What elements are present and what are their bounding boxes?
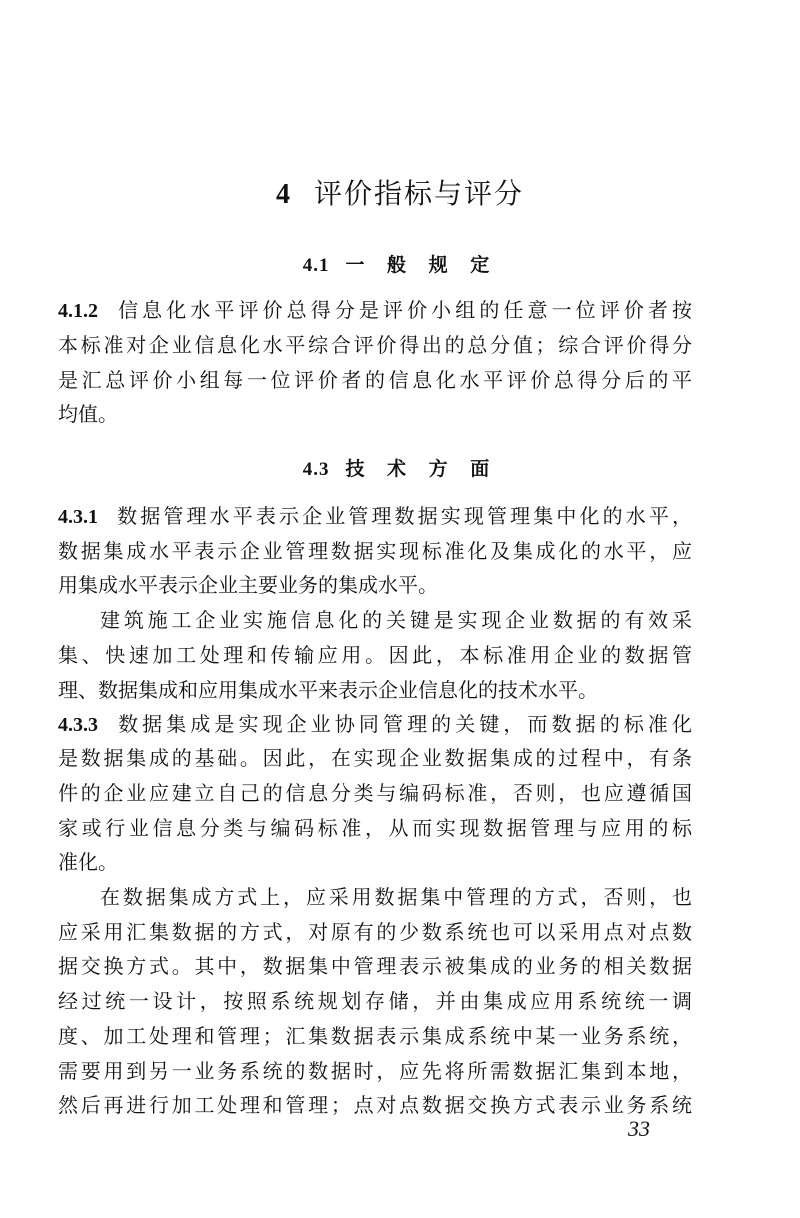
section-number: 4.1	[302, 255, 330, 276]
text-line	[58, 711, 692, 738]
text-line: 用集成水平表示企业主要业务的集成水平。	[58, 573, 438, 597]
text-line	[58, 297, 692, 324]
text-line: 在数据集成方式上，应采用数据集中管理的方式，否则，也	[100, 885, 692, 909]
text-line	[58, 503, 692, 530]
section-title: 一 般 规 定	[345, 254, 498, 276]
text-line: 然后再进行加工处理和管理；点对点数据交换方式表示业务系统	[58, 1093, 692, 1117]
section-title: 技 术 方 面	[345, 458, 498, 480]
text-line: 经过统一设计，按照系统规划存储，并由集成应用系统统一调	[58, 989, 692, 1013]
text-line: 是数据集成的基础。因此，在实现企业数据集成的过程中，有条	[58, 746, 692, 770]
text-line: 数据集成水平表示企业管理数据实现标准化及集成化的水平，应	[58, 539, 692, 563]
text-line: 应采用汇集数据的方式，对原有的少数系统也可以采用点对点数	[58, 920, 692, 944]
chapter-title-text: 评价指标与评分	[313, 177, 524, 210]
line-text: 信息化水平评价总得分是评价小组的任意一位评价者按	[114, 298, 692, 322]
text-line: 建筑施工企业实施信息化的关键是实现企业数据的有效采	[100, 608, 692, 632]
section-heading-4-3	[0, 454, 800, 481]
chapter-title	[0, 172, 800, 212]
text-line: 准化。	[58, 850, 118, 874]
clause-number: 4.3.1	[58, 506, 98, 528]
text-line: 家或行业信息分类与编码标准，从而实现数据管理与应用的标	[58, 816, 692, 840]
page-number: 33	[628, 1116, 650, 1141]
clause-number: 4.3.3	[58, 714, 98, 736]
text-line: 件的企业应建立自己的信息分类与编码标准，否则，也应遵循国	[58, 781, 692, 805]
text-line: 是汇总评价小组每一位评价者的信息化水平评价总得分后的平	[58, 368, 692, 392]
chapter-number: 4	[275, 179, 292, 210]
text-line: 度、加工处理和管理；汇集数据表示集成系统中某一业务系统，	[58, 1024, 692, 1048]
section-number: 4.3	[302, 459, 330, 480]
line-text: 数据集成是实现企业协同管理的关键，而数据的标准化	[114, 712, 692, 736]
clause-number: 4.1.2	[58, 300, 98, 322]
text-line: 集、快速加工处理和传输应用。因此，本标准用企业的数据管	[58, 643, 692, 667]
text-line: 据交换方式。其中，数据集中管理表示被集成的业务的相关数据	[58, 954, 692, 978]
text-line: 均值。	[58, 402, 118, 426]
line-text: 数据管理水平表示企业管理数据实现管理集中化的水平，	[114, 504, 692, 528]
text-line: 本标准对企业信息化水平综合评价得出的总分值；综合评价得分	[58, 333, 692, 357]
text-line: 需要用到另一业务系统的数据时，应先将所需数据汇集到本地，	[58, 1059, 692, 1083]
section-heading-4-1	[0, 250, 800, 277]
text-line: 理、数据集成和应用集成水平来表示企业信息化的技术水平。	[58, 678, 598, 702]
